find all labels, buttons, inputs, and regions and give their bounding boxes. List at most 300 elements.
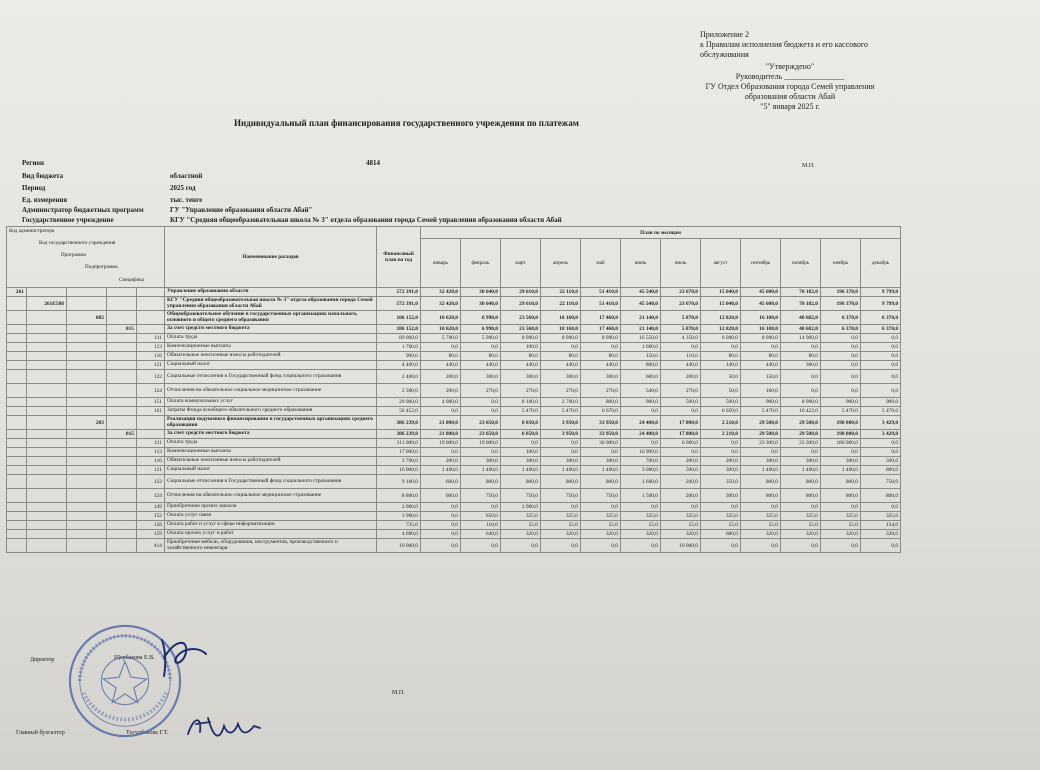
header-admin-code: Код администратора	[9, 228, 55, 234]
table-row	[7, 325, 901, 334]
month-value-cell: 29 500,0	[781, 430, 821, 439]
meta-value: 4814	[366, 159, 380, 167]
code-cell: 113	[137, 343, 165, 352]
code-cell: 124	[137, 489, 165, 503]
code-cell	[7, 530, 27, 539]
month-value-cell: 21 140,0	[621, 311, 661, 325]
month-value-cell: 440,0	[461, 361, 501, 370]
month-value-cell: 23 650,0	[461, 416, 501, 430]
month-value-cell: 0,0	[781, 448, 821, 457]
meta-value: областной	[170, 172, 203, 180]
code-cell	[27, 521, 67, 530]
month-value-cell: 0,0	[861, 539, 901, 553]
month-value-cell: 29 610,0	[501, 288, 541, 297]
code-cell	[67, 288, 107, 297]
month-value-cell: 55,0	[621, 521, 661, 530]
meta-budget-type	[22, 172, 203, 180]
month-value-cell: 51 410,0	[581, 288, 621, 297]
expense-name-cell: Затраты Фонда всеобщего обязательного среднего образования	[165, 407, 377, 416]
header-subprogram: Подпрограмма	[85, 264, 118, 270]
table-row	[7, 407, 901, 416]
code-cell: 111	[137, 334, 165, 343]
month-value-cell: 900,0	[861, 398, 901, 407]
code-cell	[67, 475, 107, 489]
director-label: Директор	[30, 657, 55, 663]
annual-total-cell: 16 000,0	[377, 466, 421, 475]
annual-total-cell: 89 000,0	[377, 334, 421, 343]
expense-name-cell: Социальные отчисления в Государственный фонд социального страхования	[165, 475, 377, 489]
month-value-cell: 80,0	[461, 352, 501, 361]
code-cell	[7, 407, 27, 416]
expense-name-cell: Отчисления на обязательное социальное медицинское страхование	[165, 489, 377, 503]
month-value-cell: 5 870,0	[661, 311, 701, 325]
month-value-cell: 700,0	[621, 457, 661, 466]
annual-total-cell: 1 700,0	[377, 343, 421, 352]
month-value-cell: 23 500,0	[781, 439, 821, 448]
month-value-cell: 8 900,0	[501, 334, 541, 343]
code-cell	[67, 521, 107, 530]
month-value-cell: 800,0	[621, 361, 661, 370]
month-value-cell: 6 050,0	[501, 416, 541, 430]
code-cell: 161	[137, 407, 165, 416]
annual-total-cell: 572 391,0	[377, 297, 421, 311]
month-value-cell: 3 429,0	[861, 430, 901, 439]
month-value-cell: 600,0	[421, 475, 461, 489]
meta-value: 2025 год	[170, 184, 196, 192]
code-cell	[137, 430, 165, 439]
month-value-cell: 0,0	[501, 439, 541, 448]
table-row	[7, 398, 901, 407]
month-value-cell: 0,0	[421, 448, 461, 457]
code-cell	[67, 503, 107, 512]
month-value-cell: 0,0	[741, 503, 781, 512]
code-cell	[67, 325, 107, 334]
month-value-cell: 6 370,0	[861, 325, 901, 334]
month-value-cell: 270,0	[581, 384, 621, 398]
month-value-cell: 51 410,0	[581, 297, 621, 311]
code-cell	[7, 489, 27, 503]
code-cell: 203	[67, 416, 107, 430]
month-value-cell: 16 100,0	[741, 325, 781, 334]
code-cell: 015	[107, 325, 137, 334]
code-cell	[107, 352, 137, 361]
month-value-cell: 8 100,0	[501, 398, 541, 407]
month-value-cell: 24 400,0	[621, 430, 661, 439]
month-value-cell: 0,0	[581, 539, 621, 553]
month-value-cell: 190 000,0	[821, 416, 861, 430]
code-cell	[27, 288, 67, 297]
month-value-cell: 0,0	[421, 521, 461, 530]
table-row	[7, 466, 901, 475]
code-cell: 261E508	[27, 297, 67, 311]
month-value-cell: 6 050,0	[701, 407, 741, 416]
month-value-cell: 320,0	[861, 530, 901, 539]
code-cell	[7, 439, 27, 448]
month-value-cell: 300,0	[821, 457, 861, 466]
month-value-cell: 500,0	[701, 398, 741, 407]
code-cell	[27, 503, 67, 512]
month-value-cell: 22 110,0	[541, 297, 581, 311]
month-value-cell: 3 429,0	[861, 416, 901, 430]
code-cell	[107, 439, 137, 448]
month-value-cell: 5 470,0	[501, 407, 541, 416]
code-cell: 111	[137, 439, 165, 448]
table-row	[7, 297, 901, 311]
header-specifics: Специфика	[119, 277, 144, 283]
meta-label: Период	[22, 184, 46, 192]
table-row	[7, 489, 901, 503]
month-value-cell: 540,0	[621, 384, 661, 398]
expense-name-cell: Обязательные пенсионные взносы работодателей	[165, 352, 377, 361]
head-line: Руководитель _______________	[735, 72, 845, 81]
month-value-cell: 0,0	[621, 539, 661, 553]
month-value-cell: 300,0	[461, 370, 501, 384]
month-value-cell: 55,0	[741, 521, 781, 530]
month-value-cell: 750,0	[461, 489, 501, 503]
month-value-cell: 300,0	[541, 370, 581, 384]
month-value-cell: 600,0	[421, 489, 461, 503]
code-cell	[67, 384, 107, 398]
code-cell	[27, 439, 67, 448]
code-cell	[27, 343, 67, 352]
month-value-cell: 0,0	[701, 503, 741, 512]
code-cell: 121	[137, 466, 165, 475]
approver-org: ГУ Отдел Образования города Семей управления	[705, 82, 875, 91]
month-value-cell: 200,0	[661, 489, 701, 503]
header-month: январь	[421, 239, 461, 288]
month-value-cell: 800,0	[541, 475, 581, 489]
expense-name-cell: Приобретение мебели, оборудования, инструментов, производственного и хозяйственного инвентаря	[165, 539, 377, 553]
month-value-cell: 0,0	[461, 343, 501, 352]
month-value-cell: 2 210,0	[701, 416, 741, 430]
code-cell	[27, 398, 67, 407]
code-cell	[27, 430, 67, 439]
month-value-cell: 22 110,0	[541, 288, 581, 297]
code-cell: 015	[107, 430, 137, 439]
month-value-cell: 1 400,0	[541, 466, 581, 475]
month-value-cell: 45 540,0	[621, 288, 661, 297]
month-value-cell: 23 670,0	[661, 297, 701, 311]
code-cell	[67, 448, 107, 457]
month-value-cell: 320,0	[741, 530, 781, 539]
month-value-cell: 0,0	[541, 439, 581, 448]
table-row	[7, 530, 901, 539]
code-cell: 116	[137, 457, 165, 466]
code-cell	[107, 503, 137, 512]
expense-name-cell: Общеобразовательное обучение в государственных организациях начального, основного и общего среднего образования	[165, 311, 377, 325]
code-cell	[7, 311, 27, 325]
month-value-cell: 800,0	[581, 475, 621, 489]
month-value-cell: 320,0	[781, 530, 821, 539]
month-value-cell: 0,0	[421, 407, 461, 416]
code-cell: 121	[137, 361, 165, 370]
annual-total-cell: 4 400,0	[377, 361, 421, 370]
month-value-cell: 800,0	[861, 489, 901, 503]
month-value-cell: 300,0	[461, 457, 501, 466]
month-value-cell: 900,0	[621, 398, 661, 407]
month-value-cell: 6 370,0	[861, 311, 901, 325]
table-row	[7, 512, 901, 521]
meta-value: ГУ "Управление образования области Абай"	[170, 206, 313, 214]
month-value-cell: 4 350,0	[661, 334, 701, 343]
month-value-cell: 29 500,0	[741, 430, 781, 439]
month-value-cell: 19 000,0	[421, 439, 461, 448]
annual-total-cell: 900,0	[377, 352, 421, 361]
month-value-cell: 134,0	[861, 521, 901, 530]
month-value-cell: 750,0	[541, 489, 581, 503]
code-cell	[7, 325, 27, 334]
month-value-cell: 0,0	[581, 343, 621, 352]
month-value-cell: 640,0	[461, 530, 501, 539]
expense-name-cell: Компенсационные выплаты	[165, 448, 377, 457]
month-value-cell: 0,0	[421, 539, 461, 553]
code-cell	[107, 530, 137, 539]
month-value-cell: 680,0	[701, 530, 741, 539]
code-cell	[27, 370, 67, 384]
month-value-cell: 6 670,0	[581, 407, 621, 416]
code-cell	[7, 384, 27, 398]
month-value-cell: 320,0	[821, 530, 861, 539]
director-name: Щербакова Е.В.	[114, 655, 155, 661]
month-value-cell: 440,0	[661, 361, 701, 370]
month-value-cell: 270,0	[501, 384, 541, 398]
code-cell	[107, 416, 137, 430]
annual-total-cell: 735,0	[377, 521, 421, 530]
code-cell	[27, 311, 67, 325]
month-value-cell: 0,0	[781, 503, 821, 512]
month-value-cell: 0,0	[861, 503, 901, 512]
code-cell	[107, 407, 137, 416]
month-value-cell: 190 000,0	[821, 430, 861, 439]
month-value-cell: 800,0	[781, 489, 821, 503]
month-value-cell: 0,0	[861, 343, 901, 352]
code-cell	[27, 325, 67, 334]
month-value-cell: 6 370,0	[821, 311, 861, 325]
table-row	[7, 539, 901, 553]
month-value-cell: 0,0	[821, 361, 861, 370]
month-value-cell: 55,0	[661, 521, 701, 530]
month-value-cell: 8 900,0	[541, 334, 581, 343]
annual-total-cell: 56 452,0	[377, 407, 421, 416]
month-value-cell: 70 182,0	[781, 288, 821, 297]
month-value-cell: 6 990,0	[461, 325, 501, 334]
month-value-cell: 3 950,0	[541, 430, 581, 439]
table-row	[7, 430, 901, 439]
code-cell	[27, 530, 67, 539]
annual-total-cell: 186 152,0	[377, 311, 421, 325]
month-value-cell: 21 800,0	[421, 430, 461, 439]
month-value-cell: 0,0	[861, 370, 901, 384]
month-value-cell: 1 400,0	[581, 466, 621, 475]
code-cell	[7, 297, 27, 311]
code-cell	[7, 457, 27, 466]
header-month: февраль	[461, 239, 501, 288]
month-value-cell: 17 460,0	[581, 325, 621, 334]
expense-name-cell: За счет средств местного бюджета	[165, 430, 377, 439]
month-value-cell: 0,0	[661, 407, 701, 416]
code-cell	[107, 489, 137, 503]
expense-name-cell: Отчисления на обязательное социальное медицинское страхование	[165, 384, 377, 398]
code-cell	[7, 343, 27, 352]
expense-name-cell: Социальные отчисления в Государственный фонд социального страхования	[165, 370, 377, 384]
month-value-cell: 300,0	[501, 457, 541, 466]
month-value-cell: 300,0	[741, 457, 781, 466]
appendix-block	[700, 30, 900, 112]
expense-name-cell: Оплата услуг связи	[165, 512, 377, 521]
annual-total-cell: 17 000,0	[377, 448, 421, 457]
month-value-cell: 2 210,0	[701, 430, 741, 439]
month-value-cell: 5 700,0	[421, 334, 461, 343]
header-month: март	[501, 239, 541, 288]
meta-label: Ед. измерения	[22, 196, 68, 204]
month-value-cell: 1 400,0	[501, 466, 541, 475]
code-cell	[107, 466, 137, 475]
month-value-cell: 1 500,0	[621, 489, 661, 503]
month-value-cell: 200,0	[701, 457, 741, 466]
month-value-cell: 800,0	[821, 489, 861, 503]
code-cell: 261	[7, 288, 27, 297]
month-value-cell: 0,0	[621, 503, 661, 512]
month-value-cell: 0,0	[861, 361, 901, 370]
month-value-cell: 325,0	[661, 512, 701, 521]
month-value-cell: 110,0	[461, 521, 501, 530]
month-value-cell: 325,0	[541, 512, 581, 521]
meta-unit	[22, 196, 203, 204]
month-value-cell: 0,0	[821, 334, 861, 343]
month-value-cell: 1 600,0	[621, 475, 661, 489]
month-value-cell: 0,0	[821, 448, 861, 457]
month-value-cell: 0,0	[501, 539, 541, 553]
month-value-cell: 325,0	[781, 512, 821, 521]
month-value-cell: 900,0	[821, 398, 861, 407]
code-cell	[7, 398, 27, 407]
month-value-cell: 0,0	[621, 407, 661, 416]
month-value-cell: 200,0	[661, 475, 701, 489]
month-value-cell: 440,0	[501, 361, 541, 370]
document-title: Индивидуальный план финансирования государственного учреждения по платежам	[234, 118, 579, 128]
table-row	[7, 521, 901, 530]
month-value-cell: 300,0	[541, 457, 581, 466]
code-headers	[7, 227, 165, 288]
header-institution-code: Код государственного учреждения	[39, 240, 116, 246]
table-row	[7, 416, 901, 430]
month-value-cell: 6 000,0	[661, 439, 701, 448]
month-value-cell: 80,0	[421, 352, 461, 361]
code-cell	[27, 407, 67, 416]
month-value-cell: 0,0	[541, 343, 581, 352]
month-value-cell: 15 040,0	[701, 288, 741, 297]
month-value-cell: 0,0	[421, 512, 461, 521]
month-value-cell: 150,0	[621, 352, 661, 361]
annual-total-cell: 4 000,0	[377, 530, 421, 539]
month-value-cell: 16 550,0	[621, 334, 661, 343]
code-cell	[67, 489, 107, 503]
month-value-cell: 500,0	[661, 398, 701, 407]
expense-name-cell: Оплата работ и услуг в сфере информатизации	[165, 521, 377, 530]
annual-total-cell: 572 391,0	[377, 288, 421, 297]
code-cell	[67, 457, 107, 466]
meta-region	[22, 159, 380, 167]
month-value-cell: 750,0	[581, 489, 621, 503]
month-value-cell: 1 400,0	[821, 466, 861, 475]
code-cell	[67, 361, 107, 370]
month-value-cell: 17 460,0	[581, 311, 621, 325]
month-value-cell: 325,0	[621, 512, 661, 521]
expense-name-cell: Социальный налог	[165, 466, 377, 475]
table-row	[7, 503, 901, 512]
code-cell	[107, 398, 137, 407]
code-cell	[67, 297, 107, 311]
approval-date: "5" января 2025 г.	[760, 102, 820, 111]
code-cell	[137, 297, 165, 311]
table-row	[7, 475, 901, 489]
code-cell	[27, 475, 67, 489]
code-cell	[67, 530, 107, 539]
month-value-cell: 0,0	[421, 503, 461, 512]
month-value-cell: 440,0	[741, 361, 781, 370]
code-cell	[107, 361, 137, 370]
code-cell	[137, 288, 165, 297]
code-cell	[67, 512, 107, 521]
month-value-cell: 300,0	[701, 489, 741, 503]
month-value-cell: 160,0	[741, 384, 781, 398]
header-month: май	[581, 239, 621, 288]
expense-name-cell: Обязательные пенсионные взносы работодателей	[165, 457, 377, 466]
month-value-cell: 0,0	[581, 448, 621, 457]
month-value-cell: 0,0	[621, 439, 661, 448]
month-value-cell: 0,0	[821, 343, 861, 352]
month-value-cell: 18 160,0	[541, 311, 581, 325]
meta-administrator	[22, 206, 313, 214]
month-value-cell: 80,0	[541, 352, 581, 361]
month-value-cell: 320,0	[501, 530, 541, 539]
code-cell	[107, 457, 137, 466]
annual-total-cell: 10 000,0	[377, 539, 421, 553]
month-value-cell: 0,0	[861, 439, 901, 448]
month-value-cell: 45 540,0	[621, 297, 661, 311]
month-value-cell: 750,0	[861, 475, 901, 489]
month-value-cell: 32 420,0	[421, 297, 461, 311]
month-value-cell: 300,0	[861, 457, 901, 466]
month-value-cell: 6 050,0	[501, 430, 541, 439]
month-value-cell: 350,0	[701, 475, 741, 489]
annual-total-cell: 2 000,0	[377, 503, 421, 512]
month-value-cell: 17 800,0	[661, 430, 701, 439]
month-value-cell: 30 640,0	[461, 297, 501, 311]
month-value-cell: 196 370,0	[821, 297, 861, 311]
code-cell	[67, 439, 107, 448]
code-cell	[67, 334, 107, 343]
code-cell	[107, 448, 137, 457]
meta-label: Государственное учреждение	[22, 216, 114, 224]
month-value-cell: 5 470,0	[741, 407, 781, 416]
month-value-cell: 0,0	[861, 334, 901, 343]
month-value-cell: 45 600,0	[741, 297, 781, 311]
month-value-cell: 0,0	[461, 448, 501, 457]
month-value-cell: 32 420,0	[421, 288, 461, 297]
month-value-cell: 50,0	[701, 370, 741, 384]
month-value-cell: 23 300,0	[741, 439, 781, 448]
month-value-cell: 5 470,0	[541, 407, 581, 416]
month-value-cell: 0,0	[701, 343, 741, 352]
month-value-cell: 140,0	[701, 361, 741, 370]
month-value-cell: 9 799,0	[861, 288, 901, 297]
month-value-cell: 29 610,0	[501, 297, 541, 311]
code-cell	[107, 297, 137, 311]
month-value-cell: 8 900,0	[741, 334, 781, 343]
code-cell	[27, 512, 67, 521]
month-value-cell: 200,0	[661, 370, 701, 384]
